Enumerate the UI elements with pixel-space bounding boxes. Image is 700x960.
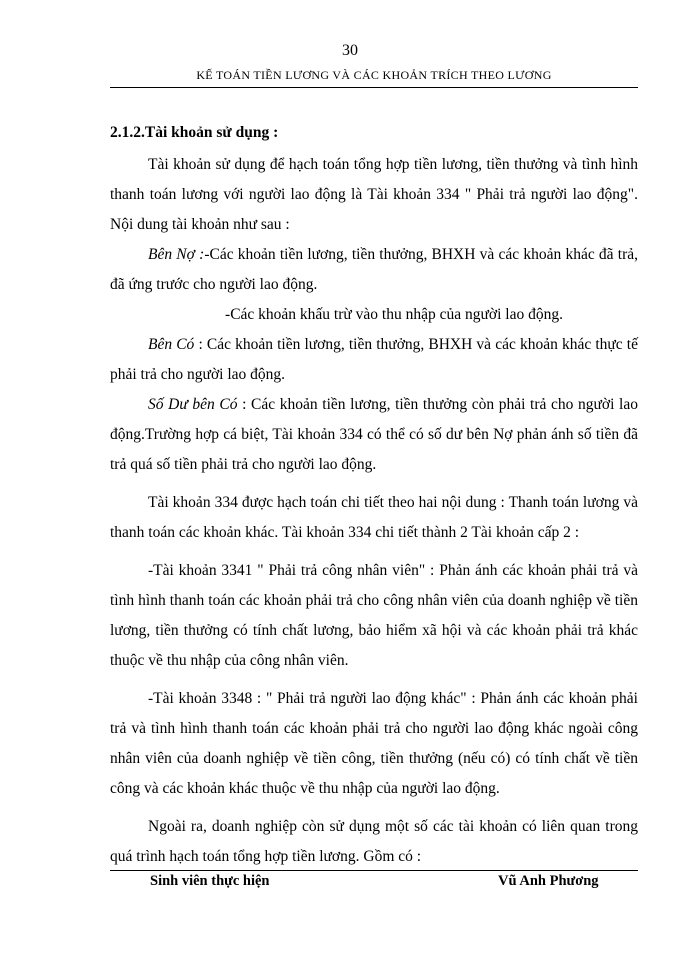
paragraph-credit-side <box>110 330 638 390</box>
debit-side-label: Bên Nợ : <box>148 246 205 263</box>
paragraph-debit-deductions: -Các khoản khấu trừ vào thu nhập của người lao động. <box>225 306 563 323</box>
footer-student-name: Vũ Anh Phương <box>498 873 599 889</box>
paragraph-other-accounts: Ngoài ra, doanh nghiệp còn sử dụng một số các tài khoản có liên quan trong quá trình hạch toán tổng hợp tiền lương. Gồm có : <box>110 818 638 865</box>
paragraph-debit-side <box>110 240 638 300</box>
footer-divider <box>110 870 638 871</box>
paragraph-credit-balance <box>110 390 638 480</box>
running-header-title: KẾ TOÁN TIỀN LƯƠNG VÀ CÁC KHOẢN TRÍCH THEO LƯƠNG <box>196 68 552 82</box>
credit-balance-label: Số Dư bên Có <box>148 396 238 413</box>
paragraph-account-detail: Tài khoản 334 được hạch toán chi tiết theo hai nội dung : Thanh toán lương và thanh toán các khoản khác. Tài khoản 334 chi tiết thành 2 Tài khoản cấp 2 : <box>110 494 638 541</box>
page-number: 30 <box>342 42 358 59</box>
credit-balance-text: : Các khoản tiền lương, tiền thưởng còn phải trả cho người lao động.Trường hợp cá biệt, Tài khoản 334 có thể có số dư bên Nợ phản ánh số tiền đã trả quá số tiền phải trả cho người lao động. <box>110 396 638 473</box>
document-body <box>110 118 638 872</box>
debit-side-text: -Các khoản tiền lương, tiền thưởng, BHXH và các khoản khác đã trả, đã ứng trước cho người lao động. <box>110 246 638 293</box>
paragraph-account-3348: -Tài khoản 3348 : " Phải trả người lao động khác" : Phản ánh các khoản phải trả và tình hình thanh toán các khoản phải trả cho người lao động khác ngoài công nhân viên của doanh nghiệp về tiền công, tiền thưởng (nếu có) có tính chất về tiền công và các khoản khác thuộc về thu nhập của người lao động. <box>110 690 638 797</box>
credit-side-text: : Các khoản tiền lương, tiền thưởng, BHXH và các khoản khác thực tế phải trả cho người lao động. <box>110 336 638 383</box>
credit-side-label: Bên Có <box>148 336 195 353</box>
section-heading: 2.1.2.Tài khoản sử dụng : <box>110 124 279 141</box>
footer-student-label: Sinh viên thực hiện <box>150 873 270 889</box>
paragraph-account-intro: Tài khoản sử dụng để hạch toán tổng hợp tiền lương, tiền thưởng và tình hình thanh toán lương với người lao động là Tài khoản 334 " Phải trả người lao động". Nội dung tài khoản như sau : <box>110 156 638 233</box>
header-divider <box>110 87 638 88</box>
paragraph-account-3341: -Tài khoản 3341 " Phải trả công nhân viên" : Phản ánh các khoản phải trả và tình hình thanh toán các khoản phải trả cho công nhân viên của doanh nghiệp về tiền lương, tiền thưởng có tính chất lương, bảo hiểm xã hội và các khoản phải trả khác thuộc về thu nhập của công nhân viên. <box>110 562 638 669</box>
